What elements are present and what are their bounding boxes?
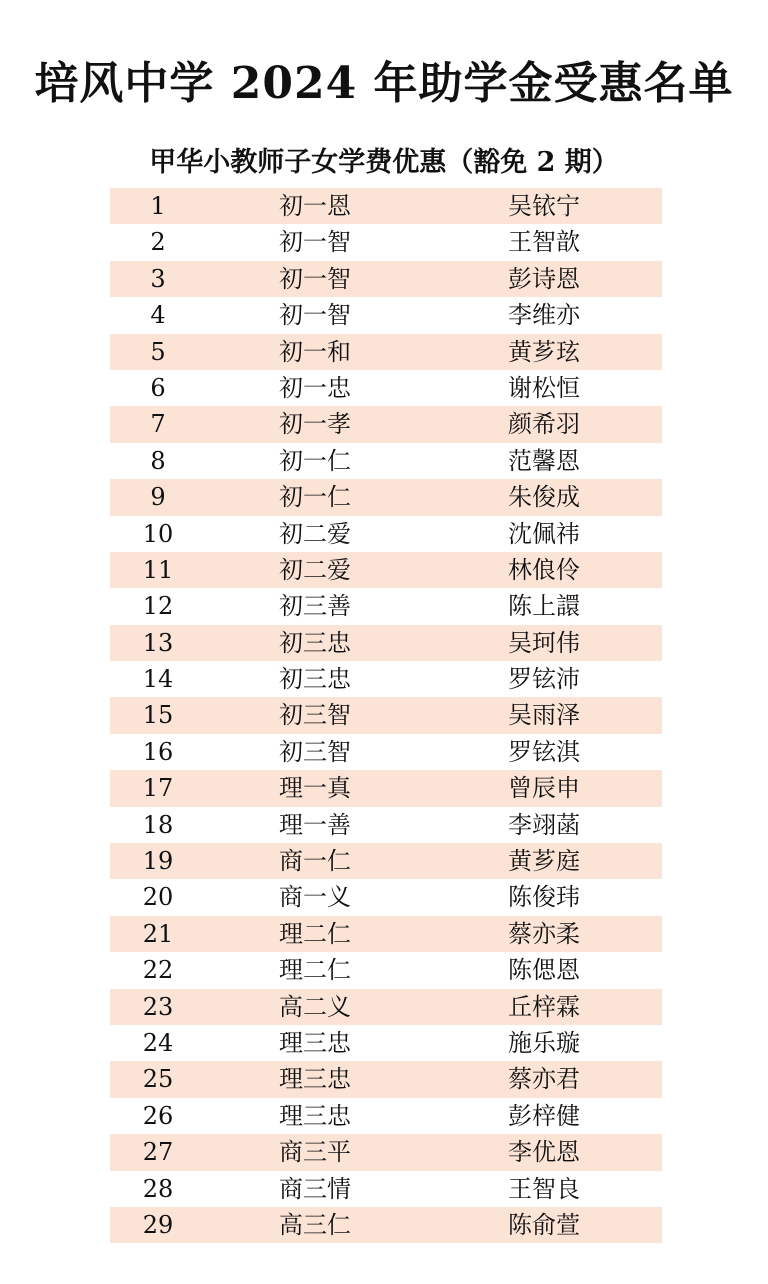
student-name: 彭诗恩 (508, 264, 580, 293)
student-name: 彭梓健 (508, 1101, 580, 1130)
student-name: 吴铱宁 (508, 192, 580, 220)
row-number: 15 (142, 701, 174, 730)
student-name: 陈俊玮 (508, 883, 580, 912)
class-name: 理二仁 (279, 956, 351, 985)
student-name: 林俍伶 (508, 555, 580, 584)
table-row (110, 261, 662, 297)
row-number: 29 (142, 1210, 174, 1239)
student-name: 谢松恒 (508, 373, 580, 402)
table-row (110, 625, 662, 661)
row-number: 28 (142, 1174, 174, 1203)
table-row (110, 843, 662, 879)
table-row (110, 479, 662, 515)
class-name: 初一智 (279, 228, 351, 257)
class-name: 初一忠 (279, 373, 351, 402)
student-name: 王智良 (508, 1174, 580, 1203)
row-number: 5 (150, 337, 166, 366)
student-name: 丘梓霖 (508, 992, 580, 1021)
student-name: 曾辰申 (508, 774, 580, 803)
table-row (110, 1098, 662, 1134)
table-row (110, 989, 662, 1025)
row-number: 4 (150, 301, 166, 330)
row-number: 23 (142, 992, 174, 1021)
table-row (110, 334, 662, 370)
table-row (110, 916, 662, 952)
row-number: 25 (142, 1065, 174, 1094)
student-name: 沈佩祎 (508, 519, 580, 548)
student-name: 陈偲恩 (508, 956, 580, 985)
class-name: 理一真 (279, 774, 351, 803)
class-name: 商一仁 (279, 847, 351, 876)
section-subtitle: 甲华小教师子女学费优惠（豁免 2 期） (149, 147, 619, 178)
student-name: 黄芗庭 (508, 847, 580, 876)
student-name: 朱俊成 (508, 483, 580, 512)
table-row (110, 1061, 662, 1097)
class-name: 初三善 (279, 592, 351, 621)
row-number: 24 (142, 1028, 174, 1057)
class-name: 初一仁 (279, 446, 351, 475)
class-name: 理一善 (279, 810, 351, 839)
table-row (110, 1171, 662, 1207)
student-name: 蔡亦君 (508, 1065, 580, 1094)
table-row (110, 1025, 662, 1061)
table-row (110, 661, 662, 697)
class-name: 初一智 (279, 264, 351, 293)
student-name: 吴珂伟 (508, 628, 580, 657)
table-row (110, 297, 662, 333)
student-name: 李翊菡 (508, 810, 580, 839)
student-name: 李优恩 (508, 1138, 580, 1167)
row-number: 27 (142, 1138, 174, 1167)
student-name: 王智歆 (508, 228, 580, 257)
student-name: 陈俞萱 (508, 1210, 580, 1239)
table-row (110, 1134, 662, 1170)
table-row (110, 516, 662, 552)
student-name: 李维亦 (508, 301, 580, 330)
class-name: 初一仁 (279, 483, 351, 512)
student-name: 罗铉淇 (508, 737, 580, 766)
page-title: 培风中学 2024 年助学金受惠名单 (34, 58, 734, 109)
row-number: 21 (142, 919, 174, 948)
student-name: 黄芗玹 (508, 337, 580, 366)
class-name: 高二义 (279, 992, 351, 1021)
table-row (110, 734, 662, 770)
student-name: 吴雨泽 (508, 701, 580, 730)
table-row (110, 770, 662, 806)
student-name: 施乐璇 (508, 1028, 580, 1057)
table-row (110, 370, 662, 406)
row-number: 17 (142, 774, 174, 803)
class-name: 商三平 (279, 1138, 351, 1167)
student-name: 范馨恩 (508, 446, 580, 475)
student-name: 陈上譞 (508, 592, 580, 621)
class-name: 理三忠 (279, 1101, 351, 1130)
class-name: 理三忠 (279, 1065, 351, 1094)
table-row (110, 1207, 662, 1243)
class-name: 商一义 (279, 883, 351, 912)
class-name: 理三忠 (279, 1028, 351, 1057)
class-name: 商三情 (279, 1174, 351, 1203)
row-number: 2 (150, 228, 166, 257)
class-name: 初二爱 (279, 555, 351, 584)
class-name: 初三智 (279, 737, 351, 766)
table-row (110, 443, 662, 479)
class-name: 初三智 (279, 701, 351, 730)
row-number: 22 (142, 956, 174, 985)
class-name: 初三忠 (279, 665, 351, 694)
row-number: 9 (150, 483, 166, 512)
row-number: 11 (142, 555, 174, 584)
table-row (110, 588, 662, 624)
class-name: 初三忠 (279, 628, 351, 657)
recipient-table (110, 188, 662, 1243)
row-number: 1 (150, 192, 166, 220)
class-name: 高三仁 (279, 1210, 351, 1239)
class-name: 初一智 (279, 301, 351, 330)
student-name: 蔡亦柔 (508, 919, 580, 948)
row-number: 20 (142, 883, 174, 912)
row-number: 3 (150, 264, 166, 293)
row-number: 18 (142, 810, 174, 839)
row-number: 13 (142, 628, 174, 657)
row-number: 8 (150, 446, 166, 475)
table-row (110, 552, 662, 588)
class-name: 理二仁 (279, 919, 351, 948)
table-row (110, 879, 662, 915)
student-name: 颜希羽 (508, 410, 580, 439)
row-number: 19 (142, 847, 174, 876)
row-number: 26 (142, 1101, 174, 1130)
table-row (110, 224, 662, 260)
student-name: 罗铉沛 (508, 665, 580, 694)
class-name: 初一恩 (279, 192, 351, 220)
row-number: 7 (150, 410, 166, 439)
row-number: 14 (142, 665, 174, 694)
table-row (110, 697, 662, 733)
table-row (110, 406, 662, 442)
class-name: 初二爱 (279, 519, 351, 548)
class-name: 初一孝 (279, 410, 351, 439)
row-number: 10 (142, 519, 174, 548)
row-number: 6 (150, 373, 166, 402)
row-number: 12 (142, 592, 174, 621)
table-row (110, 952, 662, 988)
table-row (110, 188, 662, 224)
class-name: 初一和 (279, 337, 351, 366)
row-number: 16 (142, 737, 174, 766)
table-row (110, 807, 662, 843)
